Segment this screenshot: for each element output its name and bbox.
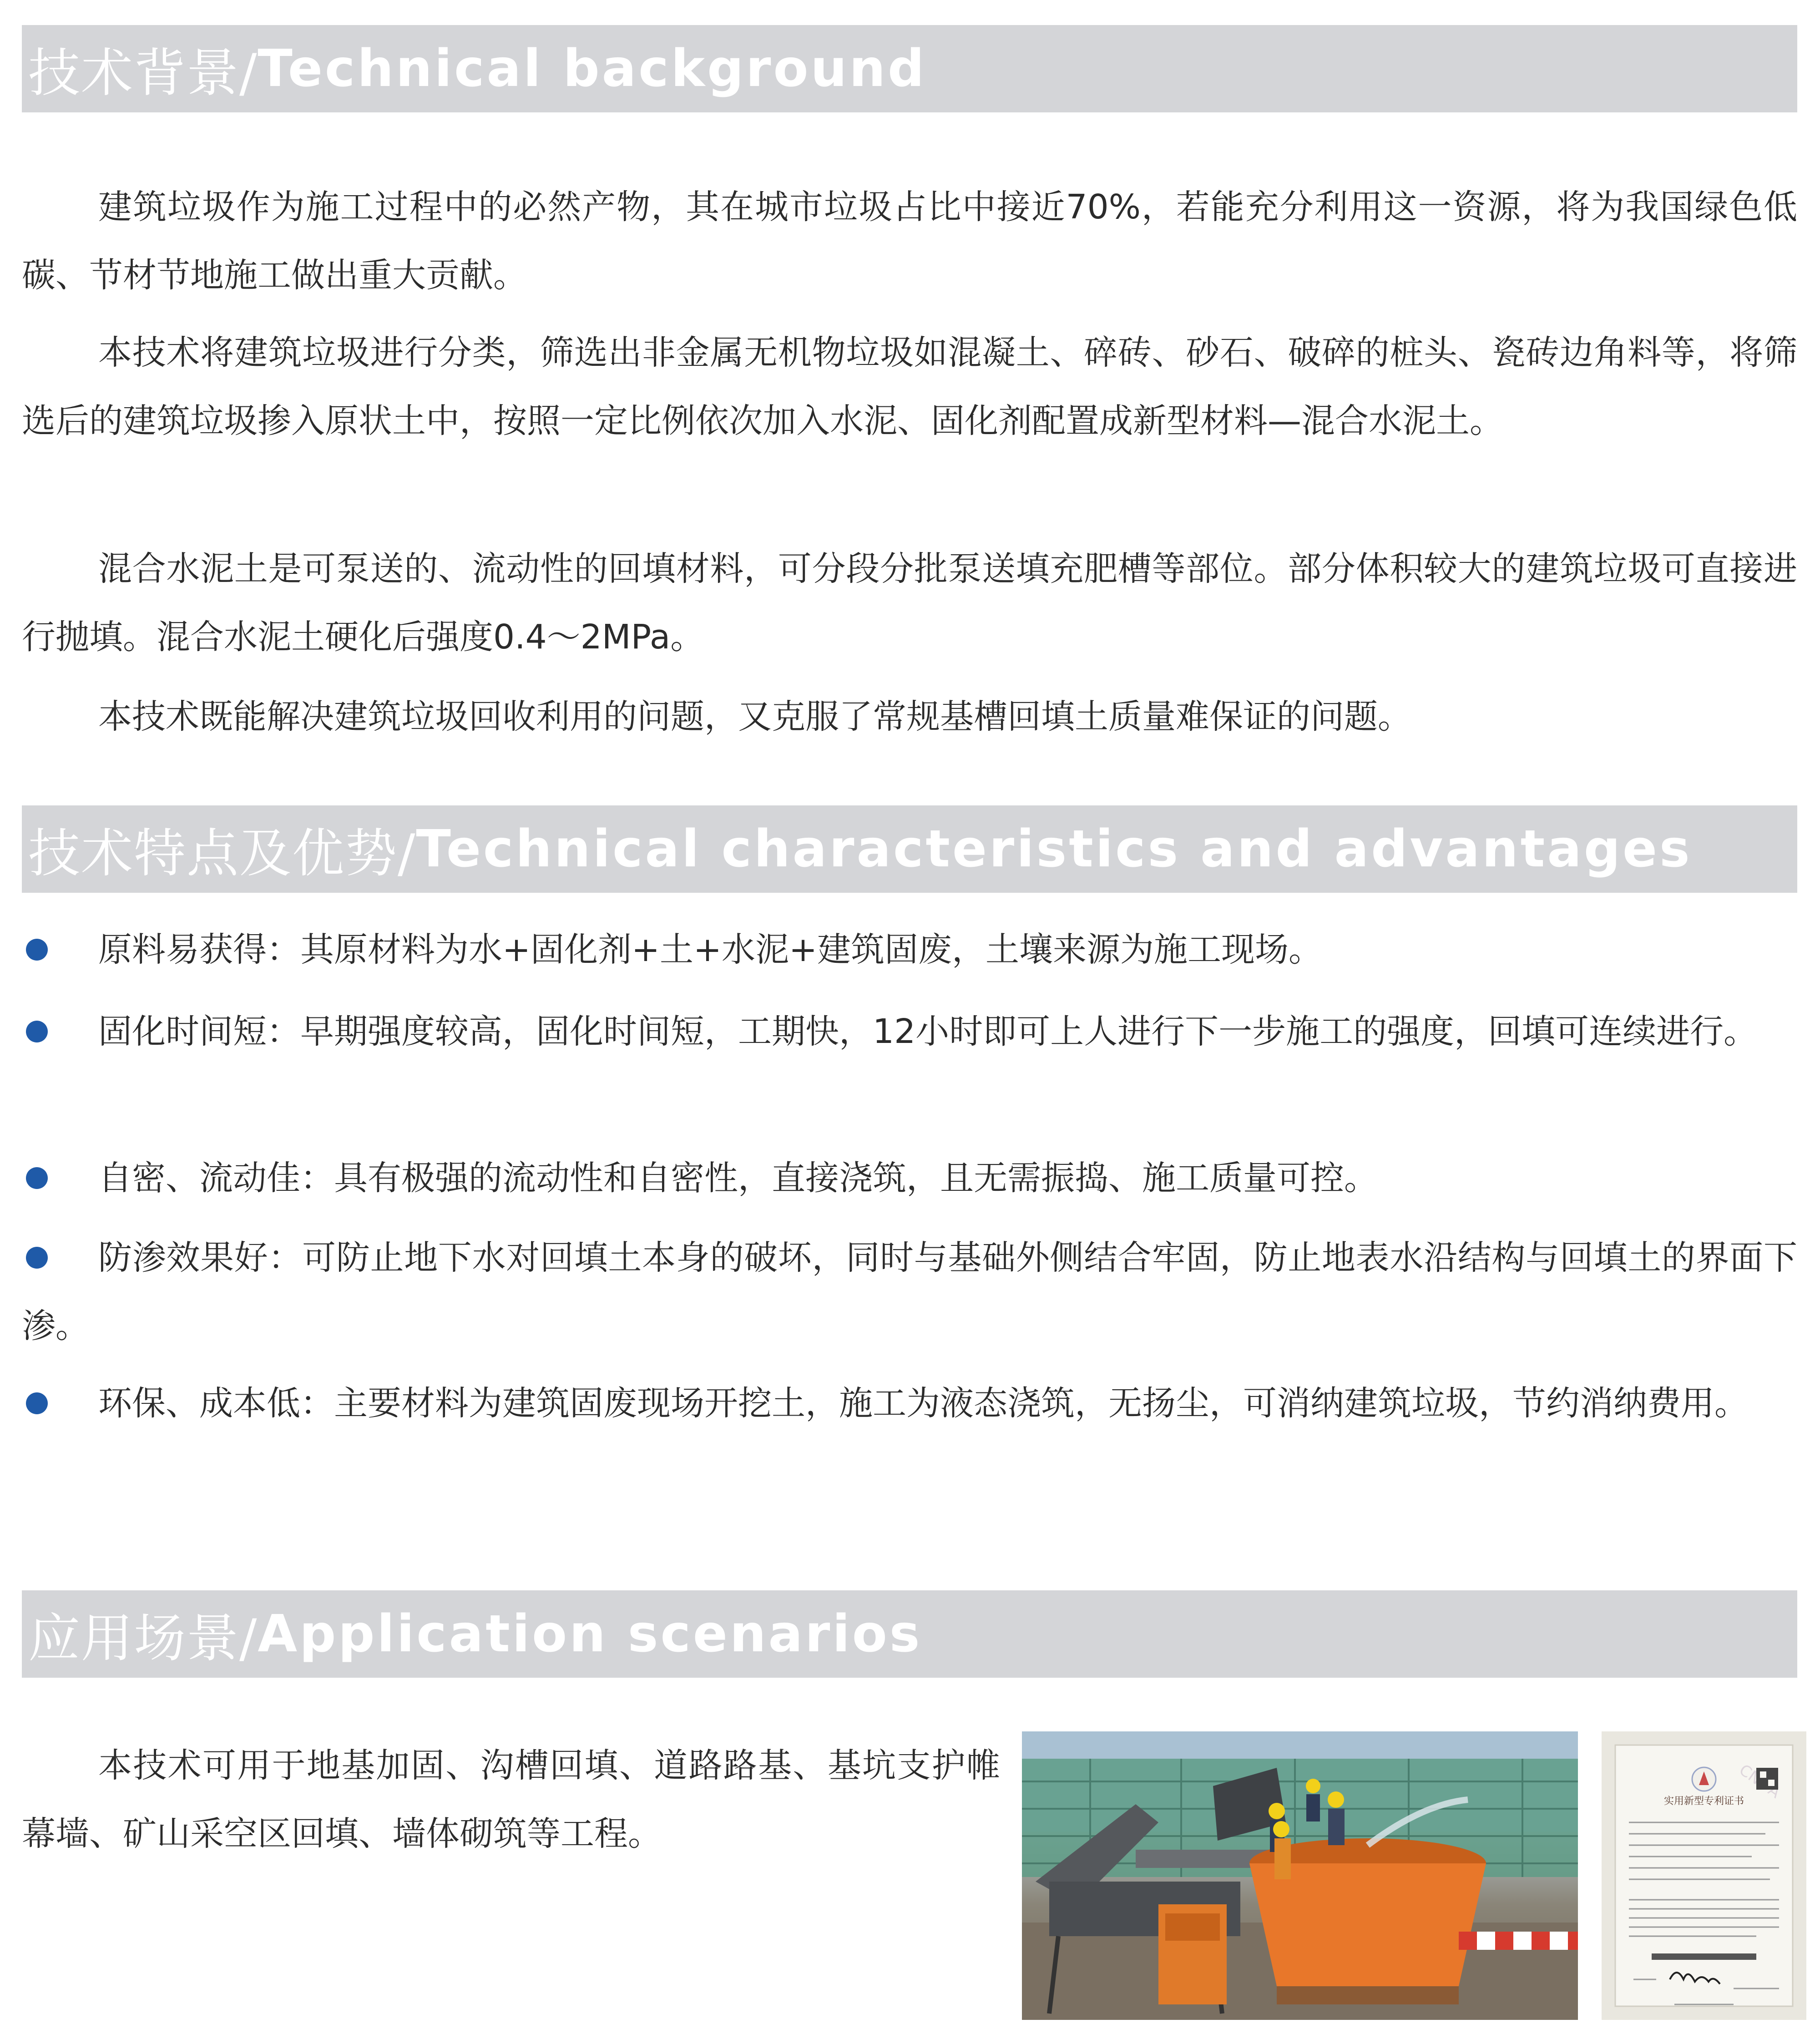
- section-title-zh: 应用场景/: [28, 1608, 258, 1669]
- patent-certificate-image: [1602, 1731, 1806, 2020]
- section-title-en: Technical background: [258, 39, 927, 98]
- background-paragraph-3: 混合水泥土是可泵送的、流动性的回填材料，可分段分批泵送填充肥槽等部位。部分体积较大的建筑垃圾可直接进行抛填。混合水泥土硬化后强度0.4～2MPa。: [22, 549, 1797, 657]
- section-title-zh: 技术背景/: [28, 43, 258, 103]
- section-header-features: [22, 805, 1797, 893]
- feature-item-2: 固化时间短：早期强度较高，固化时间短，工期快，12小时即可上人进行下一步施工的强度，回填可连续进行。: [98, 1012, 1758, 1051]
- construction-site-photo: [1022, 1731, 1578, 2020]
- section-title-en: Application scenarios: [258, 1604, 922, 1664]
- background-paragraph-1: 建筑垃圾作为施工过程中的必然产物，其在城市垃圾占比中接近70%，若能充分利用这一资源，将为我国绿色低碳、节材节地施工做出重大贡献。: [22, 187, 1797, 295]
- background-paragraph-4: 本技术既能解决建筑垃圾回收利用的问题，又克服了常规基槽回填土质量难保证的问题。: [98, 697, 1411, 736]
- feature-item-4: 防渗效果好：可防止地下水对回填土本身的破坏，同时与基础外侧结合牢固，防止地表水沿结构与回填土的界面下渗。: [22, 1238, 1797, 1346]
- background-paragraph-2: 本技术将建筑垃圾进行分类，筛选出非金属无机物垃圾如混凝土、碎砖、砂石、破碎的桩头、瓷砖边角料等，将筛选后的建筑垃圾掺入原状土中，按照一定比例依次加入水泥、固化剂配置成新型材料—混合水泥土。: [22, 333, 1797, 440]
- application-paragraph: 本技术可用于地基加固、沟槽回填、道路路基、基坑支护帷幕墙、矿山采空区回填、墙体砌筑等工程。: [22, 1746, 1000, 1853]
- feature-item-5: 环保、成本低：主要材料为建筑固废现场开挖土，施工为液态浇筑，无扬尘，可消纳建筑垃圾，节约消纳费用。: [98, 1384, 1748, 1423]
- section-title-zh: 技术特点及优势/: [28, 823, 416, 884]
- feature-item-3: 自密、流动佳：具有极强的流动性和自密性，直接浇筑，且无需振捣、施工质量可控。: [98, 1159, 1378, 1198]
- section-header-background: [22, 25, 1797, 112]
- feature-item-1: 原料易获得：其原材料为水+固化剂+土+水泥+建筑固废，土壤来源为施工现场。: [98, 930, 1323, 969]
- section-header-application: [22, 1590, 1797, 1678]
- cert-title: 实用新型专利证书: [1663, 1796, 1744, 1807]
- section-title-en: Technical characteristics and advantages: [416, 820, 1692, 879]
